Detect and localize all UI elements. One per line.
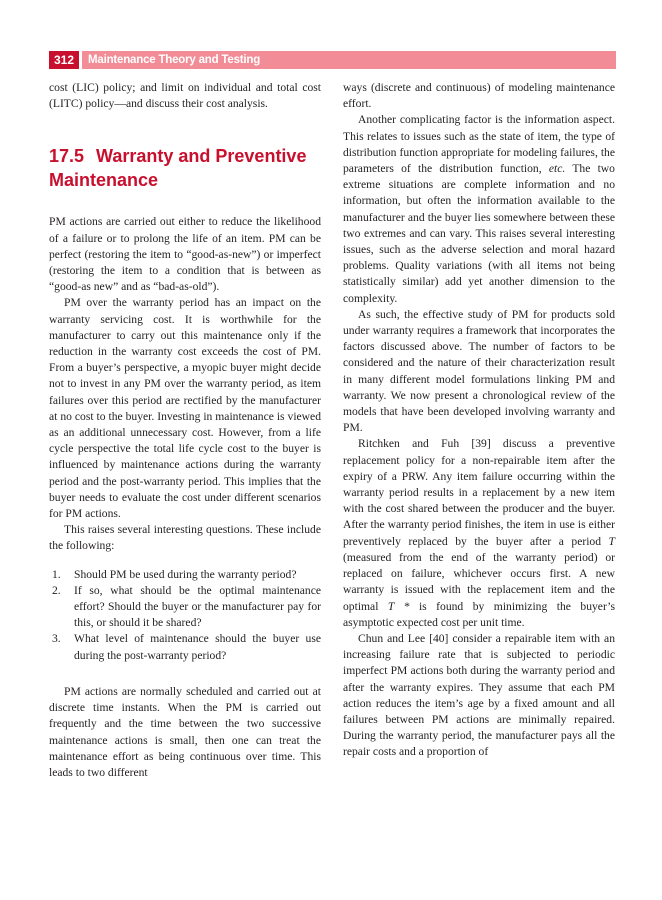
paragraph-continued: cost (LIC) policy; and limit on individual and total cost (LITC) policy—and discuss their cost analysis. <box>49 81 321 111</box>
list-number: 1. <box>52 567 61 581</box>
running-header <box>49 51 616 69</box>
paragraph: This raises several interesting questions. These include the following: <box>49 523 321 553</box>
text-run: The two extreme situations are complete information and no information, but often the information available to the manufacturer and the buyer lies somewhere between these two extremes and can vary. This raises several interesting issues, such as the adverse selection and moral hazard problems. Quality variations (with all items not being statistically similar) add yet another dimension to the complexity. <box>343 162 615 305</box>
paragraph: Chun and Lee [40] consider a repairable item with an increasing failure rate that is subjected to periodic imperfect PM actions both during the warranty period and after the warranty expires. They assume that each PM action reduces the item’s age by a fixed amount and all failures between PM actions are minimally repaired. During the warranty period, the manufacturer pays all the repair costs and a proportion of <box>343 631 615 759</box>
section-number: 17.5 <box>49 146 85 167</box>
list-number: 2. <box>52 583 61 597</box>
paragraph-continued: ways (discrete and continuous) of modeling maintenance effort. <box>343 81 615 111</box>
left-column <box>49 80 321 781</box>
paragraph: PM actions are normally scheduled and carried out at discrete time instants. When the PM is carried out frequently and the time between the two successive maintenance actions is small, then one can treat the maintenance effort as being continuous over time. This leads to two different <box>49 684 321 779</box>
list-item <box>49 631 321 663</box>
text-run: (measured from the end of the warranty period) or replaced on failure, whichever occurs first. A new warranty is issued with the replacement item and the optimal <box>343 550 615 613</box>
section-heading <box>49 144 321 192</box>
right-column <box>343 80 615 761</box>
question-list <box>49 567 321 664</box>
running-title: Maintenance Theory and Testing <box>82 51 616 69</box>
list-text: Should PM be used during the warranty period? <box>74 567 297 581</box>
section-title: Warranty and Preventive Maintenance <box>49 146 307 191</box>
text-run: Another complicating factor is the information aspect. This relates to issues such as the state of item, the type of distribution function appropriate for modeling failures, the parameters of the distribution function, <box>343 113 615 176</box>
paragraph: As such, the effective study of PM for products sold under warranty requires a framework that incorporates the factors discussed above. The number of factors to be considered and the nature of their characterization result in many different model formulations linking PM and warranty. We now present a chronological review of the models that have been developed involving warranty and PM. <box>343 307 615 435</box>
text-run: is found by minimizing the buyer’s asymptotic expected cost per unit time. <box>343 599 615 629</box>
math-symbol-T-star: T * <box>387 599 410 613</box>
math-symbol-T: T <box>608 534 615 548</box>
paragraph <box>343 436 615 630</box>
paragraph: PM over the warranty period has an impact on the warranty servicing cost. It is worthwhile for the manufacturer to carry out this maintenance only if the reduction in the warranty cost exceeds the cost of PM. From a buyer’s perspective, a myopic buyer might decide not to invest in any PM over the warranty period, as item failures over this period are rectified by the manufacturer at no cost to the buyer. Investing in maintenance is viewed as an additional unnecessary cost. However, from a life cycle perspective the total life cycle cost to the buyer is influenced by maintenance actions during the warranty period and the post-warranty period. This implies that the buyer needs to evaluate the cost under different scenarios for PM actions. <box>49 296 321 521</box>
paragraph: PM actions are carried out either to reduce the likelihood of a failure or to prolong the life of an item. PM can be perfect (restoring the item to “good-as-new”) or imperfect (restoring the item to a condition that is between as “good-as new” and as “bad-as-old”). <box>49 215 321 294</box>
list-number: 3. <box>52 632 61 646</box>
paragraph <box>343 112 615 306</box>
list-text: What level of maintenance should the buyer use during the post-warranty period? <box>74 632 321 662</box>
page-number: 312 <box>49 51 79 69</box>
list-item <box>49 567 321 583</box>
list-item <box>49 583 321 632</box>
italic-etc: etc. <box>548 162 566 176</box>
text-run: Ritchken and Fuh [39] discuss a preventive replacement policy for a non-repairable item after the expiry of a PRW. Any item failure occurring within the warranty period results in a replacement by a new item with the cost shared between the producer and the buyer. After the warranty period finishes, the item in use is either preventively replaced by the buyer after a period <box>343 437 615 548</box>
list-text: If so, what should be the optimal maintenance effort? Should the buyer or the manufacturer pay for this, or should it be shared? <box>74 583 321 630</box>
